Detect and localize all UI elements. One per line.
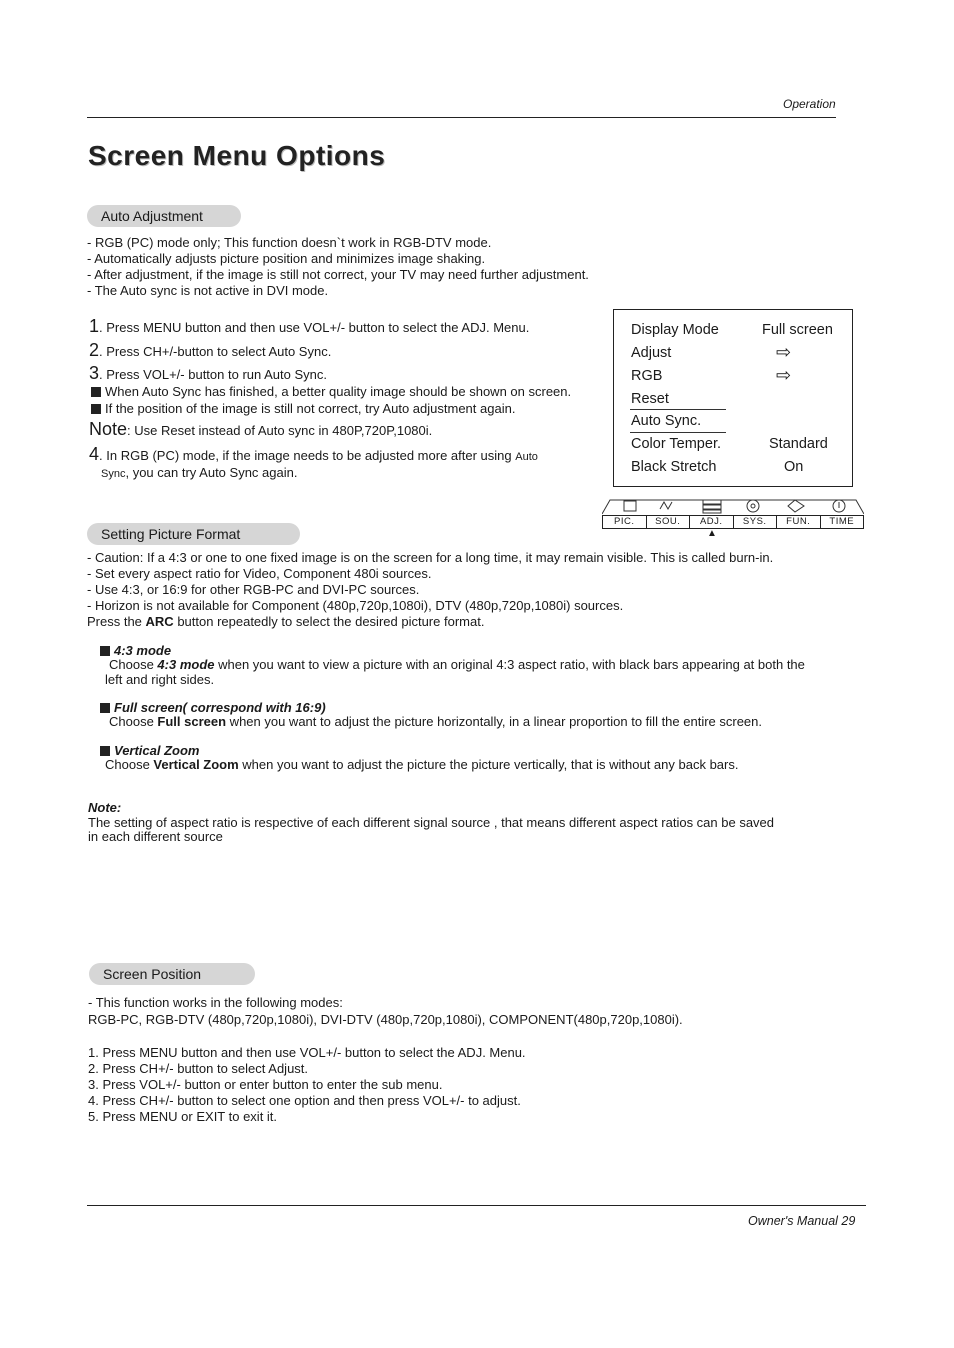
picture-format-note-label [88, 800, 121, 816]
text: when you want to adjust the picture the picture vertically, that is without any back bars. [238, 757, 739, 772]
page-title: Screen Menu Options [88, 140, 386, 171]
step-text: . In RGB (PC) mode, if the image needs to be adjusted more after using [99, 448, 512, 463]
mode-43-desc-2: left and right sides. [105, 672, 215, 687]
screen-position-heading-text: Screen Position [103, 966, 202, 982]
menu-value-color-temper: Standard [769, 436, 828, 452]
step-number: 2 [89, 340, 100, 360]
text: button repeatedly to select the desired picture format. [173, 614, 485, 629]
tab-sys: SYS. [734, 516, 778, 528]
step-text-small: Auto [515, 451, 538, 463]
step-number: 4 [89, 444, 100, 464]
bullet-square-icon [100, 746, 110, 756]
system-icon [747, 500, 759, 512]
top-rule [87, 117, 836, 118]
text: Choose [109, 657, 158, 672]
mode-full-desc [109, 714, 762, 730]
text: when you want to view a picture with an original 4:3 aspect ratio, with black bars appearing at both the [214, 657, 805, 672]
auto-step-4 [89, 446, 538, 465]
mode-key: 4:3 mode [157, 657, 215, 672]
note-text: : Use Reset instead of Auto sync in 480P,720P,1080i. [127, 423, 433, 438]
menu-separator [630, 409, 726, 410]
bullet-square-icon [100, 703, 110, 713]
arc-key: ARC [145, 614, 174, 629]
list-item: 1. Press MENU button and then use VOL+/- button to select the ADJ. Menu. [88, 1045, 526, 1060]
list-item: - Use 4:3, or 16:9 for other RGB-PC and DVI-PC sources. [87, 582, 420, 597]
osd-tab-icons [602, 497, 864, 515]
picture-format-heading [87, 523, 300, 545]
step-number: 1 [89, 316, 100, 336]
tab-time: TIME [829, 516, 855, 527]
auto-step-2 [89, 342, 331, 360]
mode-key: Full screen [157, 714, 227, 729]
osd-tab-bar [602, 515, 864, 529]
list-item: 3. Press VOL+/- button or enter button to enter the sub menu. [88, 1077, 443, 1092]
note-text: If the position of the image is still not correct, try Auto adjustment again. [105, 401, 516, 416]
section-label: Operation [783, 97, 836, 111]
list-item: 2. Press CH+/- button to select Adjust. [88, 1061, 309, 1076]
text: Choose [105, 757, 154, 772]
auto-note-reset [89, 421, 432, 439]
menu-value-display-mode: Full screen [762, 322, 833, 338]
picture-format-note-1: The setting of aspect ratio is respective of each different signal source , that means different aspect ratios can be saved [88, 815, 775, 830]
list-item: - Automatically adjusts picture position and minimizes image shaking. [87, 251, 486, 266]
step-text: , you can try Auto Sync again. [125, 465, 298, 480]
picture-format-heading-text: Setting Picture Format [101, 526, 241, 542]
function-icon [788, 500, 804, 512]
step-text-small: Sync [101, 468, 126, 480]
menu-item-reset: Reset [631, 391, 669, 407]
list-item: - RGB (PC) mode only; This function doesn`t work in RGB-DTV mode. [87, 235, 492, 250]
mode-vz-desc [105, 757, 738, 773]
auto-step-3 [89, 365, 327, 383]
step-text: . Press CH+/-button to select Auto Sync. [99, 344, 332, 359]
tab-pic: PIC. [603, 516, 647, 528]
step-number: 3 [89, 363, 100, 383]
menu-item-color-temper: Color Temper. [631, 436, 721, 452]
screen-position-modes: RGB-PC, RGB-DTV (480p,720p,1080i), DVI-DTV (480p,720p,1080i), COMPONENT(480p,720p,1080i). [88, 1012, 683, 1027]
text: Press the [87, 614, 146, 629]
menu-separator [630, 432, 726, 433]
mode-43-desc [109, 657, 805, 673]
sound-icon [660, 502, 672, 509]
note-text: When Auto Sync has finished, a better quality image should be shown on screen. [105, 384, 572, 399]
mode-title: Full screen( correspond with 16:9) [114, 700, 326, 715]
bullet-square-icon [91, 387, 101, 397]
screen-position-intro: - This function works in the following modes: [88, 995, 343, 1010]
list-item: - After adjustment, if the image is still not correct, your TV may need further adjustment. [87, 267, 589, 282]
auto-adjustment-heading [87, 205, 241, 227]
tab-fun: FUN. [777, 516, 821, 528]
arrow-right-icon: ⇨ [776, 342, 792, 362]
auto-adjustment-heading-text: Auto Adjustment [101, 208, 203, 224]
time-icon [833, 500, 845, 512]
auto-note-1 [91, 384, 571, 400]
step-text: . Press VOL+/- button to run Auto Sync. [99, 367, 327, 382]
auto-adjustment-bullets [87, 235, 589, 299]
list-item: 4. Press CH+/- button to select one option and then press VOL+/- to adjust. [88, 1093, 521, 1108]
tab-adj: ADJ. [690, 516, 734, 528]
menu-item-display-mode: Display Mode [631, 322, 719, 338]
picture-format-bullets [87, 550, 773, 630]
footer-page-label: Owner's Manual 29 [748, 1214, 856, 1228]
mode-title: Vertical Zoom [114, 743, 200, 758]
selected-tab-indicator-icon: ▲ [707, 528, 717, 539]
screen-position-heading [89, 963, 255, 985]
text: when you want to adjust the picture horizontally, in a linear proportion to fill the entire screen. [226, 714, 763, 729]
list-item: - Horizon is not available for Component (480p,720p,1080i), DTV (480p,720p,1080i) sources. [87, 598, 624, 613]
mode-title: 4:3 mode [114, 643, 172, 658]
bullet-square-icon [100, 646, 110, 656]
list-item: - Set every aspect ratio for Video, Component 480i sources. [87, 566, 432, 581]
bullet-square-icon [91, 404, 101, 414]
osd-menu-panel [613, 309, 853, 487]
arrow-right-icon: ⇨ [776, 365, 792, 385]
note-label: Note [89, 419, 128, 439]
tab-sou: SOU. [647, 516, 691, 528]
menu-value-black-stretch: On [784, 459, 804, 475]
step-text: . Press MENU button and then use VOL+/- button to select the ADJ. Menu. [99, 320, 530, 335]
picture-format-note-2: in each different source [88, 829, 223, 844]
menu-item-adjust: Adjust [631, 345, 672, 361]
list-item: - The Auto sync is not active in DVI mode. [87, 283, 329, 298]
press-arc-line [87, 614, 773, 630]
auto-step-4-cont [101, 465, 297, 482]
note-label: Note: [88, 800, 122, 815]
mode-key: Vertical Zoom [153, 757, 239, 772]
adjust-icon [703, 500, 721, 513]
bottom-rule [87, 1205, 866, 1206]
text: Choose [109, 714, 158, 729]
list-item: 5. Press MENU or EXIT to exit it. [88, 1109, 278, 1124]
picture-icon [624, 501, 636, 511]
auto-step-1 [89, 318, 529, 336]
menu-item-auto-sync: Auto Sync. [631, 413, 702, 429]
menu-item-black-stretch: Black Stretch [631, 459, 717, 475]
screen-position-steps [88, 1045, 526, 1125]
list-item: - Caution: If a 4:3 or one to one fixed image is on the screen for a long time, it may remain visible. This is called burn-in. [87, 550, 774, 565]
auto-note-2 [91, 401, 515, 417]
menu-item-rgb: RGB [631, 368, 663, 384]
